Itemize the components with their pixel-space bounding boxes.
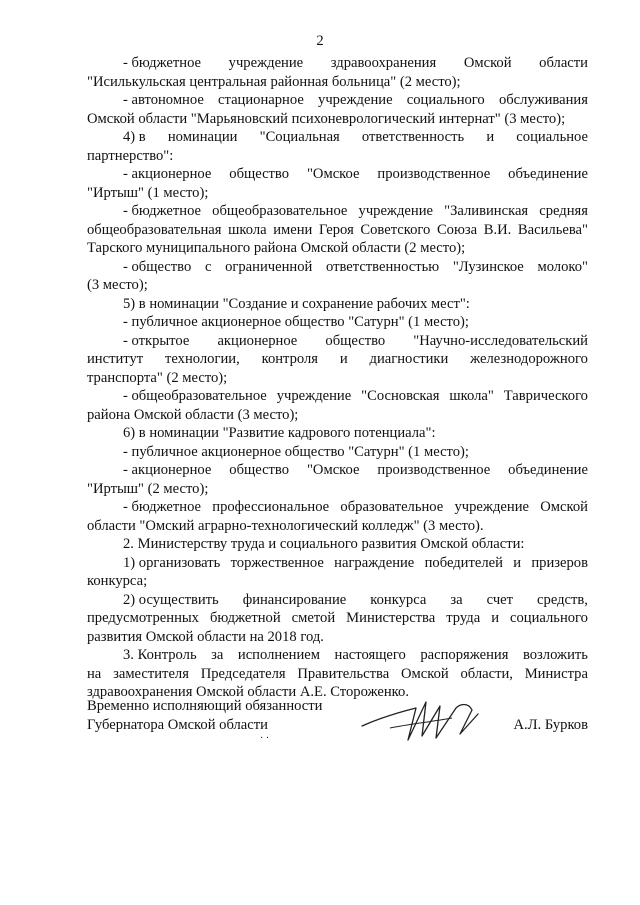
text-line (87, 665, 588, 684)
word: - бюджетное (123, 203, 202, 219)
word: возложить (522, 647, 588, 663)
word: заместителя (113, 665, 189, 682)
word: - бюджетное (123, 499, 202, 515)
word: молоко" (537, 258, 588, 275)
word: бюджетной (209, 610, 281, 626)
word: социального (510, 610, 588, 626)
word: 4) в (123, 129, 146, 145)
text-line (87, 461, 588, 480)
word: Васильева" (517, 221, 588, 238)
text-line (87, 609, 588, 628)
word: Союза (436, 221, 478, 238)
text-line: 5) в номинации "Создание и сохранение рабочих мест": (123, 295, 470, 312)
word: и (486, 129, 495, 145)
text-line (87, 350, 588, 369)
text-line: - публичное акционерное общество "Сатурн" (1 место); (123, 443, 469, 460)
word: учреждение (276, 388, 352, 404)
word: исполнением (237, 647, 320, 663)
text-line (87, 165, 588, 184)
word: диагностики (369, 351, 449, 367)
text-line (87, 221, 588, 240)
word: - акционерное (123, 462, 212, 478)
word: здравоохранения (330, 55, 437, 71)
word: средств, (537, 591, 588, 608)
signatory-title-line-2: Губернатора Омской области (87, 716, 268, 733)
word: ответственность (361, 129, 465, 145)
word: за (450, 591, 463, 608)
word: железнодорожного (470, 351, 588, 367)
word: финансирование (242, 591, 347, 608)
word: "Социальная (259, 129, 340, 145)
word: 1) организовать (123, 554, 221, 571)
word: конкурса (370, 591, 427, 608)
document-body (87, 54, 588, 702)
text-line: района Омской области (3 место); (87, 406, 299, 423)
word: В.И. (483, 221, 512, 238)
word: - акционерное (123, 166, 212, 182)
word: "Сосновская (361, 388, 440, 404)
word: Омской (463, 55, 512, 71)
word: труда (446, 610, 481, 626)
text-line (87, 554, 588, 573)
word: социальное (516, 129, 588, 145)
word: учреждение (358, 203, 434, 219)
word: призеров (531, 554, 588, 571)
word: "Научно-исследовательский (413, 332, 588, 349)
word: Омской (400, 665, 449, 682)
signatory-name: А.Л. Бурков (513, 716, 588, 733)
word: обслуживания (498, 92, 588, 108)
text-line (87, 646, 588, 665)
word: имени (273, 221, 313, 238)
word: и (491, 610, 499, 626)
text-line (87, 91, 588, 110)
word: Омской (540, 499, 588, 515)
word: торжественное (230, 554, 324, 571)
text-line: "Иртыш" (2 место); (87, 480, 209, 497)
word: учреждение (318, 92, 393, 108)
word: социального (406, 92, 485, 108)
text-line: здравоохранения Омской области А.Е. Стороженко. (87, 684, 409, 700)
word: общеобразовательная (87, 221, 222, 238)
word: - открытое (123, 332, 190, 349)
text-line (87, 498, 588, 517)
word: общество (229, 462, 290, 478)
text-line: Омской области "Марьяновский психоневрологический интернат" (3 место); (87, 110, 566, 127)
word: Правительства (297, 665, 390, 682)
word: счет (486, 591, 514, 608)
word: Таврического (503, 388, 588, 404)
text-line (87, 258, 588, 277)
word: области (539, 55, 588, 71)
word: общеобразовательное (212, 203, 348, 219)
word: 3. Контроль (123, 647, 197, 663)
word: - общеобразовательное (123, 388, 267, 404)
word: Героя (318, 221, 354, 238)
word: общество (229, 166, 290, 182)
word: учреждение (228, 55, 304, 71)
word: 2) осуществить (123, 591, 219, 608)
word: за (211, 647, 224, 663)
text-line: (3 место); (87, 277, 148, 293)
word: школа (228, 221, 267, 238)
word: ограниченной (225, 258, 313, 275)
word: Советского (360, 221, 431, 238)
word: учреждение (454, 499, 529, 515)
word: "Заливинская (444, 203, 529, 219)
word: объединение (508, 462, 588, 478)
text-line: транспорта" (2 место); (87, 369, 228, 386)
word: Председателя (200, 665, 286, 682)
word: Министра (524, 665, 588, 682)
word: технологии, (165, 351, 240, 367)
word: "Омское (306, 462, 360, 478)
word: объединение (508, 166, 588, 182)
text-line: конкурса; (87, 573, 148, 589)
word: производственное (377, 166, 491, 182)
word: школа" (449, 388, 494, 404)
word: предусмотренных (87, 610, 199, 626)
word: институт (87, 351, 144, 367)
word: на (87, 665, 102, 682)
word: с (204, 258, 212, 275)
text-line (87, 332, 588, 351)
text-line: "Исилькульская центральная районная больница" (2 место); (87, 73, 461, 90)
text-line: Тарского муниципального района Омской области (2 место); (87, 240, 466, 256)
word: - автономное (123, 92, 204, 108)
text-line: партнерство": (87, 147, 174, 164)
text-line: - публичное акционерное общество "Сатурн" (1 место); (123, 314, 469, 330)
word: производственное (377, 462, 491, 478)
word: "Омское (306, 166, 360, 182)
word: акционерное (217, 332, 298, 349)
word: - общество (123, 258, 192, 275)
text-line (87, 54, 588, 73)
text-line: "Иртыш" (1 место); (87, 184, 209, 201)
word: награждение (334, 554, 415, 571)
signatory-title-line-1: Временно исполняющий обязанности (87, 698, 323, 714)
word: - бюджетное (123, 55, 202, 71)
word: и (513, 554, 522, 571)
signature-block (87, 697, 588, 734)
text-line: области "Омский аграрно-технологический колледж" (3 место). (87, 517, 484, 534)
word: общество (325, 332, 386, 349)
ink-dots: · · (260, 733, 270, 744)
word: стационарное (218, 92, 304, 108)
text-line (87, 202, 588, 221)
page-number: 2 (316, 33, 324, 49)
handwritten-signature (360, 688, 500, 748)
word: распоряжения (420, 647, 509, 663)
word: и (339, 351, 348, 367)
word: профессиональное (212, 499, 330, 515)
word: образовательное (340, 499, 444, 515)
word: номинации (167, 129, 238, 145)
word: контроля (261, 351, 319, 367)
word: настоящего (334, 647, 406, 663)
text-line (87, 387, 588, 406)
word: сметой (291, 610, 336, 626)
text-line: 6) в номинации "Развитие кадрового потенциала": (123, 425, 436, 441)
word: Министерства (346, 610, 436, 626)
word: ответственностью (326, 258, 440, 275)
word: области, (460, 665, 513, 682)
text-line: 2. Министерству труда и социального развития Омской области: (123, 536, 525, 552)
text-line: развития Омской области на 2018 год. (87, 628, 324, 645)
word: "Лузинское (452, 258, 524, 275)
word: средняя (539, 203, 588, 219)
text-line (87, 128, 588, 147)
text-line (87, 591, 588, 610)
word: победителей (424, 554, 503, 571)
